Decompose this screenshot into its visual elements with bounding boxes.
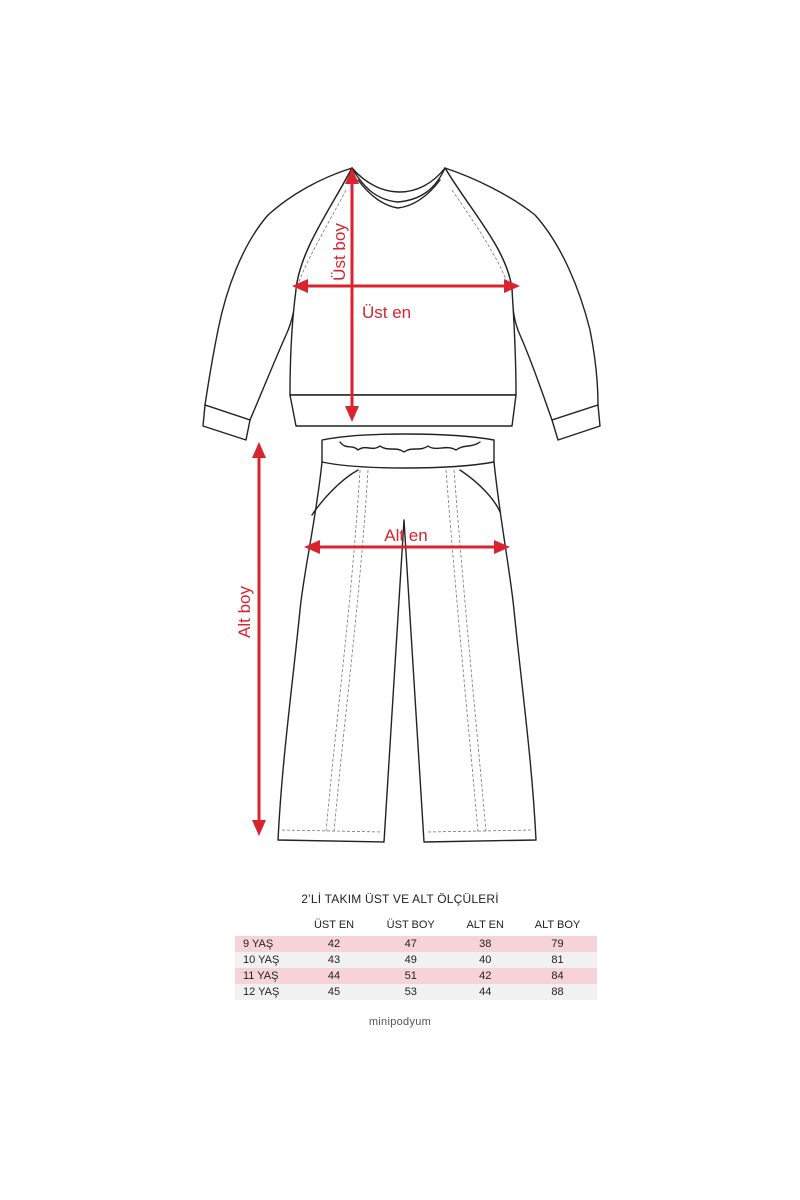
ust-en-label: Üst en bbox=[362, 303, 412, 322]
table-row bbox=[235, 952, 597, 968]
row-label: 11 YAŞ bbox=[235, 968, 299, 984]
table-cell: 49 bbox=[369, 952, 452, 968]
alt-boy-arrowhead-bottom bbox=[252, 820, 266, 836]
sweatshirt-hem-band bbox=[290, 395, 516, 426]
row-label: 10 YAŞ bbox=[235, 952, 299, 968]
size-table bbox=[235, 914, 597, 1000]
ust-boy-label: Üst boy bbox=[330, 223, 349, 281]
table-cell: 45 bbox=[299, 984, 369, 1000]
table-cell: 84 bbox=[518, 968, 597, 984]
pants-waistband bbox=[322, 434, 494, 468]
table-cell: 51 bbox=[369, 968, 452, 984]
alt-en-label: Alt en bbox=[384, 526, 428, 545]
row-label: 12 YAŞ bbox=[235, 984, 299, 1000]
header-cell-ust-en: ÜST EN bbox=[313, 919, 355, 931]
size-table-header-row bbox=[235, 914, 597, 936]
table-cell: 44 bbox=[452, 984, 518, 1000]
table-cell: 42 bbox=[299, 936, 369, 952]
table-cell: 79 bbox=[518, 936, 597, 952]
table-cell: 38 bbox=[452, 936, 518, 952]
table-row bbox=[235, 936, 597, 952]
pants-body bbox=[278, 462, 536, 842]
brand-logo: minipodyum bbox=[368, 1016, 432, 1028]
table-cell: 42 bbox=[452, 968, 518, 984]
header-cell-alt-boy: ALT BOY bbox=[534, 919, 581, 931]
table-cell: 53 bbox=[369, 984, 452, 1000]
table-row bbox=[235, 984, 597, 1000]
table-cell: 47 bbox=[369, 936, 452, 952]
table-cell: 44 bbox=[299, 968, 369, 984]
header-cell-ust-boy: ÜST BOY bbox=[386, 919, 435, 931]
table-cell: 40 bbox=[452, 952, 518, 968]
alt-boy-arrowhead-top bbox=[252, 442, 266, 458]
table-cell: 88 bbox=[518, 984, 597, 1000]
pants-drawing bbox=[278, 434, 536, 842]
header-cell-empty bbox=[235, 914, 299, 936]
table-cell: 43 bbox=[299, 952, 369, 968]
header-cell-alt-en: ALT EN bbox=[466, 919, 504, 931]
row-label: 9 YAŞ bbox=[235, 936, 299, 952]
alt-boy-label: Alt boy bbox=[235, 586, 254, 638]
table-row bbox=[235, 968, 597, 984]
table-cell: 81 bbox=[518, 952, 597, 968]
size-table-title: 2’Lİ TAKIM ÜST VE ALT ÖLÇÜLERİ bbox=[301, 892, 499, 906]
